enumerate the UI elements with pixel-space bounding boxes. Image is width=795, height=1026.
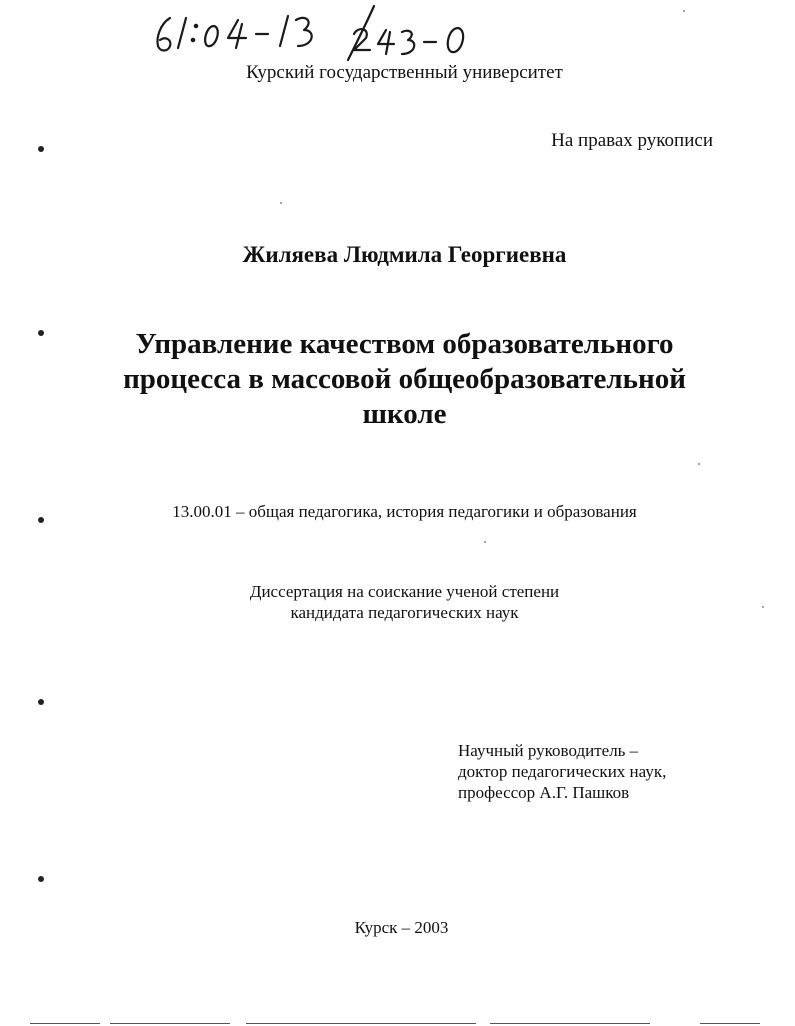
scan-edge-line (700, 1023, 760, 1024)
advisor-line-2: доктор педагогических наук, (458, 762, 667, 781)
title-line-1: Управление качеством образовательного (135, 328, 674, 360)
punch-hole-mark (38, 146, 44, 152)
punch-hole-mark (38, 876, 44, 882)
specialty-code: 13.00.01 – общая педагогика, история педагогики и образования (172, 502, 637, 521)
dissertation-title (0, 327, 795, 432)
scan-edge-line (30, 1023, 100, 1024)
handwritten-code-drawing (148, 4, 488, 64)
scan-speck (484, 541, 486, 543)
scan-speck (762, 606, 764, 608)
degree-line-2: кандидата педагогических наук (290, 603, 519, 622)
advisor-line-3: профессор А.Г. Пашков (458, 783, 630, 802)
punch-hole-mark (38, 517, 44, 523)
scan-speck (683, 10, 685, 12)
university-name: Курский государственный университет (246, 62, 563, 83)
title-line-2: процесса в массовой общеобразовательной (123, 363, 686, 395)
city-year: Курск – 2003 (354, 918, 449, 937)
advisor-line-1: Научный руководитель – (458, 741, 639, 760)
scan-speck (698, 463, 700, 465)
manuscript-note: На правах рукописи (551, 130, 713, 151)
scan-edge-line (246, 1023, 476, 1024)
degree-line-1: Диссертация на соискание ученой степени (249, 582, 560, 601)
punch-hole-mark (38, 699, 44, 705)
title-line-3: школе (362, 398, 447, 430)
scan-edge-line (110, 1023, 230, 1024)
scientific-advisor (458, 740, 666, 803)
scan-edge-line (490, 1023, 650, 1024)
degree-statement (0, 581, 795, 623)
punch-hole-mark (38, 330, 44, 336)
author-name: Жиляева Людмила Георгиевна (242, 242, 567, 267)
handwritten-archive-code (148, 4, 488, 64)
scan-speck (280, 202, 282, 204)
